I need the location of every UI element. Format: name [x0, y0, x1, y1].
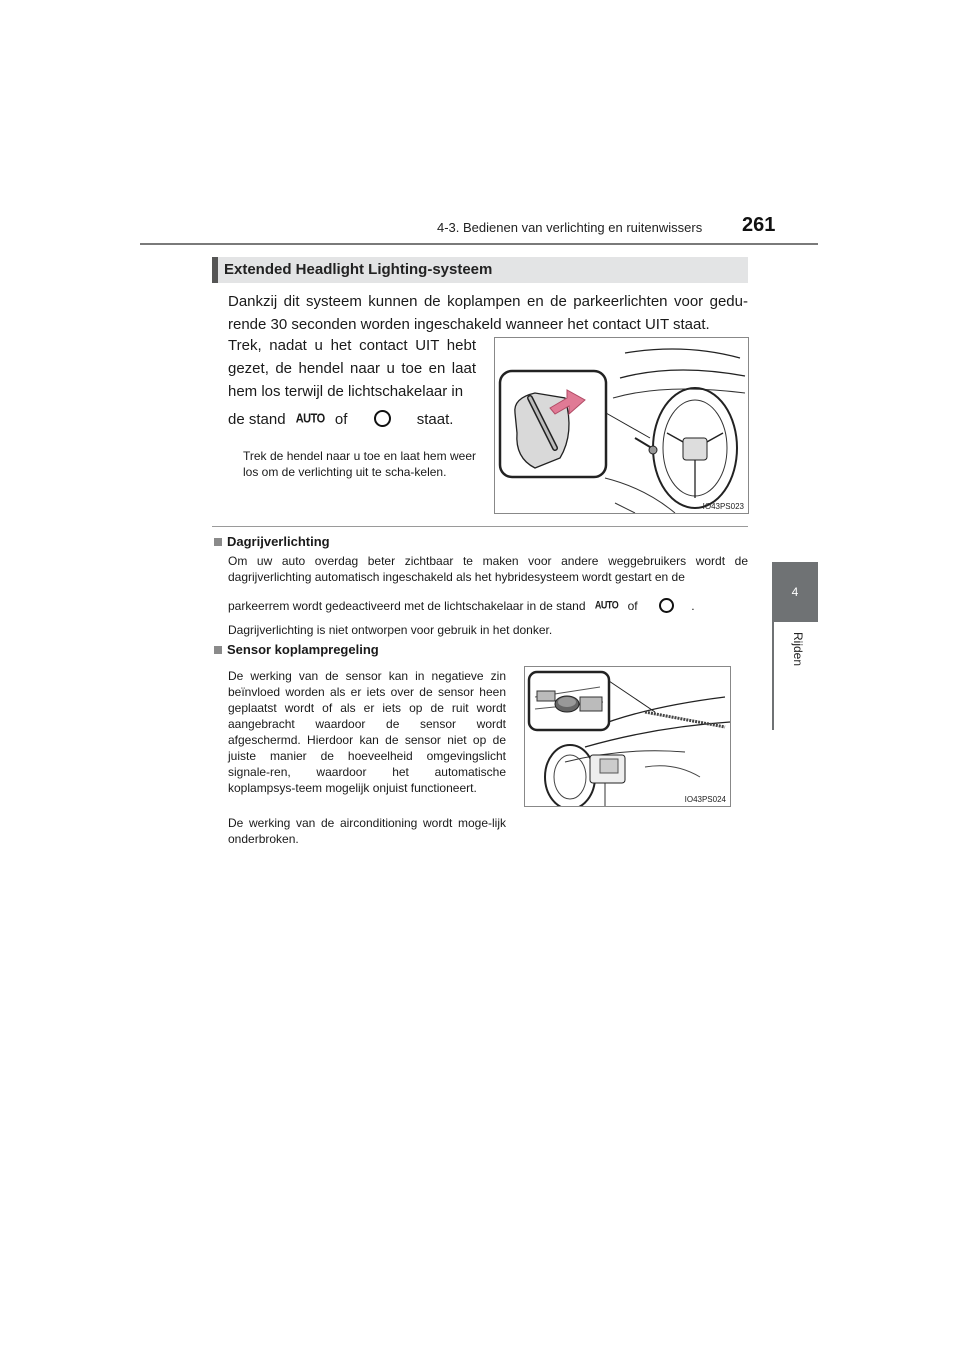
figure-code: IO43PS023	[702, 502, 744, 511]
or-word: of	[627, 599, 638, 613]
chapter-label: Rijden	[791, 632, 805, 667]
dagrijverlichting-stand-line	[228, 597, 695, 614]
figure-lever-steering-wheel	[494, 337, 749, 514]
sensor-text-2: De werking van de airconditioning wordt moge-lijk onderbroken.	[228, 816, 506, 846]
chapter-tab: 4	[772, 562, 818, 622]
stand-prefix: de stand	[228, 411, 286, 428]
or-word: of	[334, 411, 348, 428]
section-accent	[212, 257, 218, 283]
bullet-square-icon	[214, 538, 222, 546]
sensor-illustration	[525, 667, 730, 806]
auto-symbol-icon: AUTO	[594, 599, 619, 611]
page-number: 261	[742, 214, 776, 236]
figure-code: IO43PS024	[684, 795, 726, 804]
sensor-text: De werking van de sensor kan in negatieve zin beïnvloed worden als er iets over de sensor heen geplaatst wordt of als er iets op de ruit wordt aangebracht waardoor de sensor wordt afgeschermd. Hierdoor kan de sensor niet op de juiste manier de hoeveelheid omgevingslicht signale-ren, waardoor het automatische koplampsys-teem mogelijk onjuist functioneert.	[228, 669, 506, 795]
stand-text: parkeerrem wordt gedeactiveerd met de lichtschakelaar in de stand	[228, 599, 586, 613]
headlight-on-icon	[374, 410, 391, 427]
dagrijverlichting-note: Dagrijverlichting is niet ontworpen voor gebruik in het donker.	[228, 623, 553, 637]
end-period: .	[691, 599, 695, 613]
section-title: Extended Headlight Lighting-systeem	[224, 261, 493, 278]
running-header: 4-3. Bedienen van verlichting en ruitenwissers	[437, 220, 703, 235]
stand-suffix: staat.	[416, 411, 454, 428]
stand-line	[228, 410, 453, 428]
figure-sensor-dashboard	[524, 666, 731, 807]
section-title-bar	[212, 257, 748, 283]
heading-text: Dagrijverlichting	[227, 534, 330, 549]
bullet-square-icon	[214, 646, 222, 654]
instruction-paragraph: Trek, nadat u het contact UIT hebt gezet, de hendel naar u toe en laat hem los terwijl de lichtschakelaar in	[228, 337, 476, 400]
heading-dagrijverlichting	[214, 534, 330, 549]
lever-illustration	[495, 338, 748, 513]
heading-text: Sensor koplampregeling	[227, 642, 379, 657]
auto-symbol-icon: AUTO	[295, 411, 325, 427]
headlight-on-icon	[659, 598, 674, 613]
dagrijverlichting-text: Om uw auto overdag beter zichtbaar te maken voor andere weggebruikers wordt de dagrijverlichting automatisch ingeschakeld als het hybridesysteem wordt gestart en de	[228, 554, 748, 584]
section-divider	[212, 526, 748, 527]
intro-paragraph: Dankzij dit systeem kunnen de koplampen en de parkeerlichten voor gedu-rende 30 seconden worden ingeschakeld wanneer het contact UIT staat.	[228, 293, 748, 333]
lever-note: Trek de hendel naar u toe en laat hem weer los om de verlichting uit te scha-kelen.	[243, 449, 476, 479]
header-rule	[140, 243, 818, 245]
heading-sensor	[214, 642, 379, 657]
